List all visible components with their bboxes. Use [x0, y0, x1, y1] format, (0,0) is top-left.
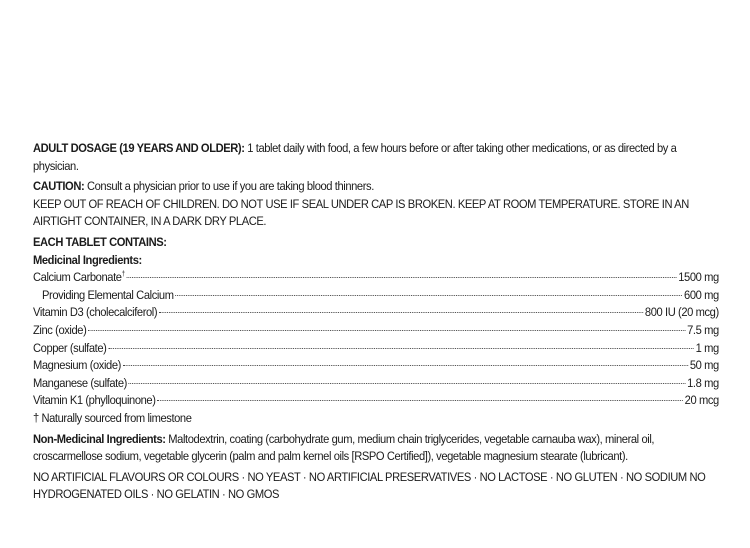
ingredient-amount: 7.5 mg: [687, 322, 719, 337]
dosage-text: 1 tablet daily with food, a few hours before or after taking other medications, or as directed by a physician.: [33, 141, 677, 173]
ingredient-name: Calcium Carbonate†: [33, 270, 125, 285]
ingredient-row: [33, 287, 719, 305]
ingredient-row: [33, 392, 719, 410]
ingredient-amount: 1.8 mg: [687, 375, 719, 390]
dot-leader: [157, 400, 683, 401]
dot-leader: [175, 295, 682, 296]
caution-text: Consult a physician prior to use if you are taking blood thinners.: [86, 179, 374, 194]
free-from-claims: NO ARTIFICIAL FLAVOURS OR COLOURS · NO YEAST · NO ARTIFICIAL PRESERVATIVES · NO LACTOSE · NO GLUTEN · NO SODIUM NO HYDROGENATED OILS · NO GELATIN · NO GMOS: [33, 469, 706, 502]
ingredient-row: [33, 322, 719, 340]
medicinal-heading: Medicinal Ingredients:: [33, 252, 142, 267]
caution-heading: CAUTION:: [33, 179, 85, 194]
storage-warning: KEEP OUT OF REACH OF CHILDREN. DO NOT USE IF SEAL UNDER CAP IS BROKEN. KEEP AT ROOM TEMPERATURE. STORE IN AN AIRTIGHT CONTAINER, IN A DARK DRY PLACE.: [33, 196, 689, 229]
each-tablet-heading: EACH TABLET CONTAINS:: [33, 234, 167, 249]
ingredient-row: [33, 340, 719, 358]
ingredient-row: [33, 357, 719, 375]
dot-leader: [126, 277, 676, 278]
ingredient-row: [33, 375, 719, 393]
dosage-paragraph: [33, 140, 719, 175]
dot-leader: [129, 383, 686, 384]
dot-leader: [159, 312, 643, 313]
dot-leader: [123, 365, 688, 366]
ingredient-name: Providing Elemental Calcium: [42, 287, 174, 302]
ingredient-row: [33, 269, 719, 287]
ingredient-footnote: † Naturally sourced from limestone: [33, 410, 192, 425]
non-medicinal-paragraph: [33, 431, 719, 466]
ingredient-amount: 20 mcg: [684, 393, 719, 408]
ingredient-name: Vitamin K1 (phylloquinone): [33, 393, 156, 408]
ingredient-amount: 1500 mg: [678, 270, 719, 285]
ingredient-amount: 50 mg: [689, 358, 719, 373]
non-medicinal-heading: Non-Medicinal Ingredients:: [33, 431, 166, 446]
dot-leader: [108, 348, 694, 349]
ingredient-name: Zinc (oxide): [33, 322, 87, 337]
non-medicinal-text: Maltodextrin, coating (carbohydrate gum, medium chain triglycerides, vegetable carnauba wax), mineral oil, croscarmellose sodium, vegetable glycerin (palm and palm kernel oils [RSPO Certified]), vegetable magnesium stearate (lubricant).: [33, 431, 655, 464]
medicinal-ingredient-list: [33, 269, 719, 410]
ingredient-name: Magnesium (oxide): [33, 358, 121, 373]
ingredient-name: Vitamin D3 (cholecalciferol): [33, 305, 158, 320]
dosage-heading: ADULT DOSAGE (19 YEARS AND OLDER):: [33, 141, 245, 155]
ingredient-row: [33, 304, 719, 322]
ingredient-mark: †: [121, 271, 125, 279]
ingredient-name: Copper (sulfate): [33, 340, 107, 355]
ingredient-amount: 600 mg: [684, 287, 719, 302]
dot-leader: [88, 330, 685, 331]
ingredient-amount: 1 mg: [695, 340, 719, 355]
ingredient-amount: 800 IU (20 mcg): [644, 305, 719, 320]
caution-paragraph: [33, 178, 719, 196]
product-label-text: [33, 140, 719, 504]
ingredient-name: Manganese (sulfate): [33, 375, 127, 390]
